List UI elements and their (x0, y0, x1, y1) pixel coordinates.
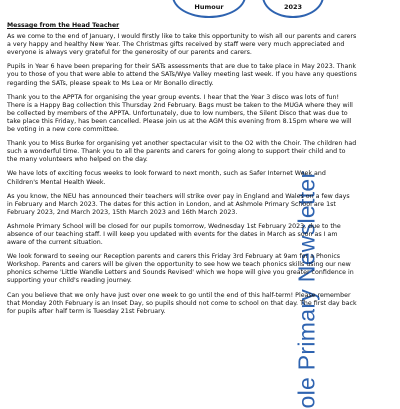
head-teacher-message (7, 22, 357, 322)
header-ellipse-humour-label: Humour (194, 3, 224, 11)
header-ellipse-humour (172, 0, 246, 18)
paragraph-closure: Ashmole Primary School will be closed for our pupils tomorrow, Wednesday 1st February 2023, due to the absence of our teaching staff. I will keep you updated with events for the dates in March as soon as I am aware of the current situation. (7, 222, 341, 247)
message-heading: Message from the Head Teacher (7, 22, 120, 29)
paragraph-new-year: As we come to the end of January, I would firstly like to take this opportunity to wish all our parents and carers a very happy and healthy New Year. The Christmas gifts received by staff were very much appreciated and everyone is always very grateful for the generosity of our parents and carers. (7, 33, 357, 57)
paragraph-focus-weeks: We have lots of exciting focus weeks to look forward to next month, such as Safer Internet Week and Children's Mental Health Week. (7, 170, 326, 186)
header-decoration (0, 0, 400, 20)
paragraph-strike: As you know, the NEU has announced their teachers will strike over pay in England and Wales on a few days in February and March 2023. The dates for this action in London, and at Ashmole Primary School are 1st February 2023, 2nd March 2023, 15th March 2023 and 16th March 2023. (7, 192, 350, 216)
paragraph-appta: Thank you to the APPTA for organising the year group events. I hear that the Year 3 disco was lots of fun! There is a Happy Bag collection this Thursday 2nd February. Bags must be taken to the MUGA where they will be collected by members of the APPTA. Unfortunately, due to low numbers, the Silent Disco that was due to take place this Friday, has been cancelled. Please join us at the AGM this evening from 8.15pm where we will be voting in a new core committee. (7, 93, 353, 134)
paragraph-half-term: Can you believe that we only have just over one week to go until the end of this half-term! Please remember that Monday 20th February is an Inset Day, so pupils should not come to school on that day. The first day back for pupils after half term is Tuesday 21st February. (7, 291, 357, 315)
header-ellipse-year-label: 2023 (283, 3, 303, 11)
paragraph-choir: Thank you to Miss Burke for organising yet another spectacular visit to the O2 with the Choir. The children had such a wonderful time. Thank you to all the parents and carers for going along to support their child and to the many volunteers who helped on the day. (7, 140, 357, 164)
paragraph-phonics: We look forward to seeing our Reception parents and carers this Friday 3rd February at 9am for a Phonics Workshop. Parents and carers will be given the opportunity to see how we teach phonics skills using our new phonics scheme 'Little Wandle Letters and Sounds Revised' which we hope will give you greater confidence in supporting your child's reading journey. (7, 253, 354, 285)
header-ellipse-year (262, 0, 324, 18)
newsletter-side-title: ole Primary Newsletter (293, 170, 320, 409)
paragraph-sats: Pupils in Year 6 have been preparing for their SATs assessments that are due to take place in May 2023. Thank you to those of you that were able to attend the SATs/Wye Valley meeting last week. If you have any questions regarding the SATs, please speak to Ms Lea or Mr Bonallo directly. (7, 63, 357, 87)
